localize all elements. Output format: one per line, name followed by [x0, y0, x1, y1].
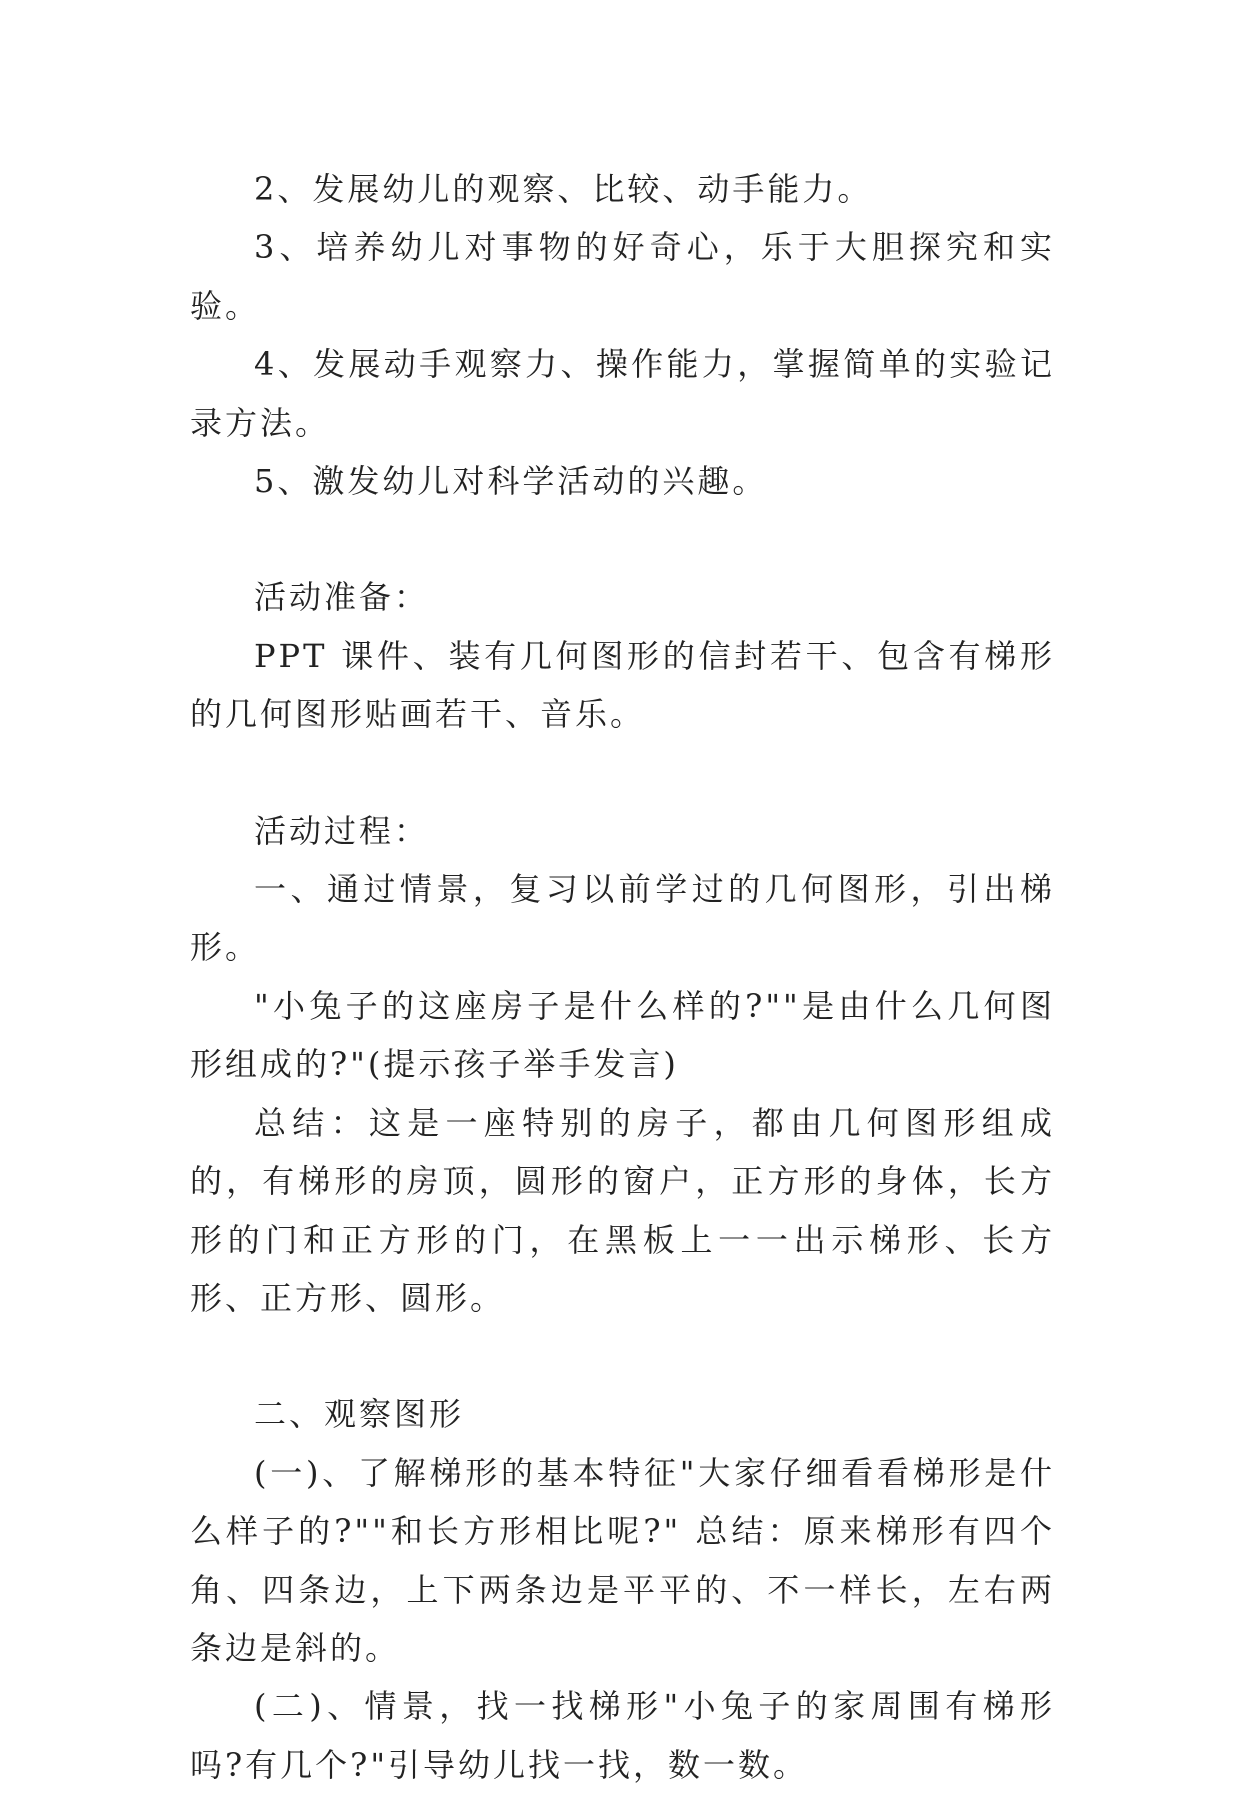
- heading-observe: 二、观察图形: [254, 1395, 465, 1434]
- paragraph-question: "小兔子的这座房子是什么样的?""是由什么几何图形组成的?"(提示孩子举手发言): [190, 986, 1055, 1084]
- blank-line: [190, 744, 1055, 802]
- heading-process: 活动过程：: [254, 811, 430, 850]
- paragraph-materials: PPT 课件、装有几何图形的信封若干、包含有梯形的几何图形贴画若干、音乐。: [190, 636, 1055, 734]
- paragraph-goal-3: 3、培养幼儿对事物的好奇心，乐于大胆探究和实验。: [190, 228, 1055, 325]
- blank-line: [190, 510, 1055, 568]
- paragraph-step-1: 一、通过情景，复习以前学过的几何图形，引出梯形。: [190, 870, 1055, 967]
- document-body: [190, 160, 1055, 1794]
- paragraph-trapezoid-features: (一)、了解梯形的基本特征"大家仔细看看梯形是什么样子的?""和长方形相比呢?" 总结：原来梯形有四个角、四条边，上下两条边是平平的、不一样长，左右两条边是斜的。: [190, 1453, 1055, 1667]
- heading-preparation: 活动准备：: [254, 578, 430, 617]
- paragraph-goal-4: 4、发展动手观察力、操作能力，掌握简单的实验记录方法。: [190, 345, 1055, 442]
- blank-line: [190, 1327, 1055, 1385]
- paragraph-goal-2: 2、发展幼儿的观察、比较、动手能力。: [254, 170, 873, 208]
- paragraph-summary: 总结：这是一座特别的房子，都由几何图形组成的，有梯形的房顶，圆形的窗户，正方形的身体，长方形的门和正方形的门，在黑板上一一出示梯形、长方形、正方形、圆形。: [190, 1103, 1055, 1317]
- paragraph-goal-5: 5、激发幼儿对科学活动的兴趣。: [254, 462, 768, 501]
- paragraph-find-trapezoid: (二)、情景，找一找梯形"小兔子的家周围有梯形吗?有几个?"引导幼儿找一找，数一数。: [190, 1687, 1055, 1784]
